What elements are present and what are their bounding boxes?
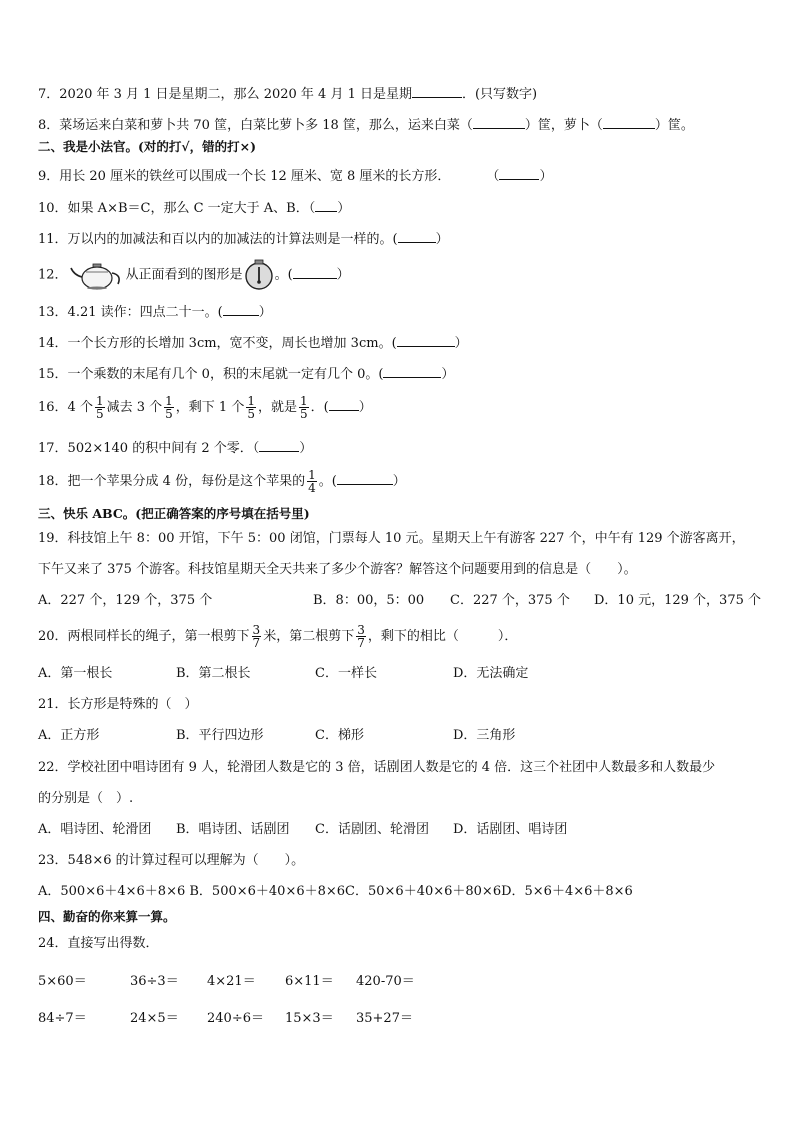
q7-text: 7．2020 年 3 月 1 日是星期二，那么 2020 年 4 月 1 日是星期 (38, 87, 412, 102)
q16-text-c: ，剩下 1 个 (175, 400, 245, 415)
q18-den: 4 (308, 481, 316, 495)
q17-blank[interactable] (259, 437, 299, 452)
q8-mid: ）筐，萝卜（ (524, 118, 603, 133)
calc-item[interactable]: 420-70＝ (356, 974, 415, 989)
q16-blank[interactable] (329, 396, 359, 411)
calc-item[interactable]: 6×11＝ (285, 974, 334, 989)
question-20 (38, 621, 517, 653)
question-22-line-1: 22．学校社团中唱诗团有 9 人，轮滑团人数是它的 3 倍，话剧团人数是它的 4 倍．这三个社团中人数最多和人数最少 (38, 760, 716, 775)
question-13 (38, 301, 272, 322)
q16-text-b: 减去 3 个 (106, 400, 163, 415)
calc-item[interactable]: 84÷7＝ (38, 1011, 87, 1026)
q16-fraction-3 (246, 395, 256, 420)
question-18 (38, 466, 406, 498)
q12-paren-close: ） (336, 267, 350, 283)
q21-option-a[interactable]: A．正方形 (38, 728, 100, 743)
q13-paren-close: ） (258, 305, 272, 320)
q8-blank-cabbage[interactable] (473, 114, 525, 129)
q11-blank[interactable] (398, 228, 436, 243)
question-19-line-2: 下午又来了 375 个游客。科技馆星期天全天共来了多少个游客？解答这个问题要用到的信息是（ ）。 (38, 562, 637, 577)
q16-den-3: 5 (247, 407, 255, 421)
calc-item[interactable]: 35+27＝ (356, 1011, 413, 1026)
calc-item[interactable]: 36÷3＝ (130, 974, 179, 989)
q22-option-b[interactable]: B．唱诗团、话剧团 (176, 822, 290, 837)
q17-paren-close: ） (299, 441, 313, 456)
q16-num-2: 1 (165, 394, 173, 408)
q16-paren-close: ） (358, 400, 372, 415)
q22-option-d[interactable]: D．话剧团、唱诗团 (453, 822, 568, 837)
q20-num-2: 3 (357, 623, 365, 637)
q16-den-2: 5 (165, 407, 173, 421)
q13-blank[interactable] (223, 301, 259, 316)
q14-blank[interactable] (397, 332, 455, 347)
q20-option-b[interactable]: B．第二根长 (176, 666, 251, 681)
calc-item[interactable]: 24×5＝ (130, 1011, 179, 1026)
q8-blank-radish[interactable] (603, 114, 655, 129)
q20-den-1: 7 (252, 636, 261, 650)
q16-fraction-4 (299, 395, 309, 420)
calc-item[interactable]: 4×21＝ (207, 974, 256, 989)
q20-den-2: 7 (357, 636, 365, 650)
q16-fraction-2 (164, 395, 174, 420)
q10-text: 10．如果 A×B＝C，那么 C 一定大于 A、B．（ (38, 201, 316, 216)
q20-text-b: 米，第二根剪下 (263, 629, 355, 644)
teapot-front-icon (243, 258, 275, 292)
question-17 (38, 437, 312, 458)
q16-num-4: 1 (299, 394, 308, 408)
question-23: 23．548×6 的计算过程可以理解为（ ）。 (38, 853, 305, 868)
question-22-line-2: 的分别是（ ）. (38, 791, 134, 806)
q19-option-b[interactable]: B．8：00，5：00 (313, 593, 425, 608)
q18-paren-close: ） (392, 474, 406, 489)
q11-text: 11．万以内的加减法和百以内的加减法的计算法则是一样的。( (38, 232, 398, 247)
q22-option-a[interactable]: A．唱诗团、轮滑团 (38, 822, 152, 837)
q16-text-e: ．( (310, 400, 329, 415)
q20-option-d[interactable]: D．无法确定 (453, 666, 529, 681)
question-10 (38, 197, 350, 218)
q9-paren-open: （ (486, 169, 500, 184)
q11-paren-close: ） (435, 232, 449, 247)
question-8 (38, 114, 694, 135)
q12-blank[interactable] (293, 264, 337, 279)
q12-number: 12． (38, 267, 68, 283)
question-14 (38, 332, 468, 353)
q16-text-d: ，就是 (257, 400, 297, 415)
q18-blank[interactable] (337, 470, 393, 485)
q15-text: 15．一个乘数的末尾有几个 0，积的末尾就一定有几个 0。( (38, 367, 384, 382)
q22-option-c[interactable]: C．话剧团、轮滑团 (315, 822, 429, 837)
q16-num-3: 1 (247, 394, 255, 408)
q20-text-c: ，剩下的相比（ ）． (367, 629, 518, 644)
section-4-heading: 四、勤奋的你来算一算。 (38, 909, 176, 924)
q16-den-4: 5 (299, 407, 308, 421)
q16-text-a: 16．4 个 (38, 400, 93, 415)
q19-option-a[interactable]: A．227 个，129 个，375 个 (38, 593, 213, 608)
q21-option-c[interactable]: C．梯形 (315, 728, 364, 743)
question-9 (38, 165, 552, 186)
calc-item[interactable]: 15×3＝ (285, 1011, 334, 1026)
q9-paren-close: ） (539, 169, 553, 184)
q20-fraction-1 (252, 624, 262, 649)
q9-text: 9．用长 20 厘米的铁丝可以围成一个长 12 厘米、宽 8 厘米的长方形． (38, 169, 451, 184)
q8-text: 8．菜场运来白菜和萝卜共 70 筐，白菜比萝卜多 18 筐，那么，运来白菜（ (38, 118, 473, 133)
q15-blank[interactable] (383, 363, 441, 378)
q20-option-c[interactable]: C．一样长 (315, 666, 377, 681)
q20-num-1: 3 (252, 623, 261, 637)
q15-paren-close: ） (441, 367, 455, 382)
q7-tail: ．(只写数字) (461, 87, 538, 102)
q16-den-1: 5 (95, 407, 104, 421)
q19-option-c[interactable]: C．227 个，375 个 (450, 593, 570, 608)
q19-option-d[interactable]: D．10 元，129 个，375 个 (594, 593, 761, 608)
calc-item[interactable]: 240÷6＝ (207, 1011, 264, 1026)
calc-item[interactable]: 5×60＝ (38, 974, 87, 989)
question-7 (38, 83, 537, 104)
question-12 (38, 258, 350, 292)
question-24: 24．直接写出得数． (38, 936, 159, 951)
q18-paren-open: 。( (318, 474, 337, 489)
question-21: 21．长方形是特殊的（ ） (38, 697, 198, 712)
q10-paren-close: ） (337, 201, 351, 216)
q16-num-1: 1 (95, 394, 104, 408)
q23-options[interactable]: A．500×6＋4×6＋8×6 B．500×6＋40×6＋8×6C．50×6＋40×6＋80×6D．5×6＋4×6＋8×6 (38, 884, 633, 899)
q20-fraction-2 (356, 624, 366, 649)
q18-num: 1 (308, 468, 316, 482)
q18-text: 18．把一个苹果分成 4 份，每份是这个苹果的 (38, 474, 306, 489)
section-2-heading: 二、我是小法官。(对的打√，错的打×) (38, 139, 257, 154)
q17-text: 17．502×140 的积中间有 2 个零．（ (38, 441, 260, 456)
q20-option-a[interactable]: A．第一根长 (38, 666, 113, 681)
question-11 (38, 228, 449, 249)
q8-tail: ）筐。 (654, 118, 694, 133)
question-15 (38, 363, 454, 384)
question-16 (38, 392, 372, 424)
teapot-side-icon (68, 259, 126, 291)
question-19-line-1: 19．科技馆上午 8：00 开馆，下午 5：00 闭馆，门票每人 10 元。星期天上午有游客 227 个，中午有 129 个游客离开， (38, 531, 745, 546)
q21-option-d[interactable]: D．三角形 (453, 728, 516, 743)
q18-fraction (307, 469, 317, 494)
q12-text: 从正面看到的图形是 (125, 267, 243, 283)
q20-text-a: 20．两根同样长的绳子，第一根剪下 (38, 629, 250, 644)
section-3-heading: 三、快乐 ABC。(把正确答案的序号填在括号里) (38, 506, 310, 521)
q13-text: 13．4.21 读作：四点二十一。( (38, 305, 223, 320)
q10-blank[interactable] (315, 197, 337, 212)
q12-paren-open: 。( (274, 267, 293, 283)
q16-fraction-1 (95, 395, 105, 420)
q14-text: 14．一个长方形的长增加 3cm，宽不变，周长也增加 3cm。( (38, 336, 397, 351)
q21-option-b[interactable]: B．平行四边形 (176, 728, 264, 743)
q14-paren-close: ） (454, 336, 468, 351)
q9-blank[interactable] (499, 165, 539, 180)
q7-blank[interactable] (412, 83, 462, 98)
